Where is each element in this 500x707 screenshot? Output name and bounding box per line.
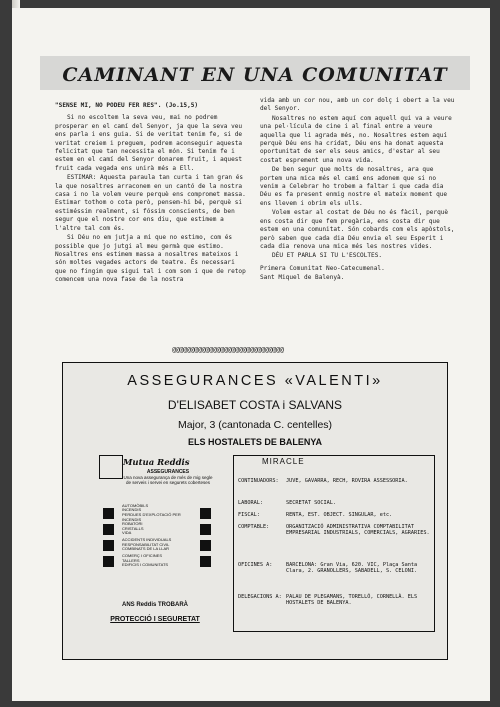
signature-line: Primera Comunitat Neo-Catecumenal. xyxy=(260,264,385,272)
article-paragraph: De ben segur que molts de nosaltres, ara que portem una mica més el camí ens adonem que si no venim a Celebrar ho trobem a faltar i que cada dia Déu es fa present enmig nostre el mateix moment que ens llevem i obrim els ulls. xyxy=(260,166,448,207)
person-icon xyxy=(103,540,114,551)
miracle-panel xyxy=(233,455,435,632)
service-row xyxy=(99,537,211,553)
service-item: AUTOMÒBILS xyxy=(122,502,149,508)
article-quote: "SENSE MI, NO PODEU FER RES". (Jo.15,5) xyxy=(55,102,199,109)
service-item: COMERÇ I OFICINES xyxy=(122,553,163,559)
glass-icon xyxy=(200,524,211,535)
insurance-advert xyxy=(62,362,448,660)
service-row xyxy=(99,502,211,522)
car-icon xyxy=(103,508,114,519)
advert-owner: D'ELISABET COSTA i SALVANS xyxy=(167,398,343,412)
service-item: RESPONSABILITAT CIVIL xyxy=(122,541,170,547)
miracle-key: FISCAL: xyxy=(238,512,260,518)
article-column-left xyxy=(55,102,247,286)
service-item: VIDA xyxy=(122,530,132,536)
article-paragraph: vida amb un cor nou, amb un cor dolç i obert a la veu del Senyor. xyxy=(260,97,455,113)
service-item: EDIFICIS I COMUNITATS xyxy=(122,562,169,568)
miracle-value: PALAU DE PLEGAMANS, TORELLÓ, CORNELLÀ. ELS HOSTALETS DE BALENYA. xyxy=(286,594,418,607)
miracle-value: JUVE, GAVARRA, RECH, ROVIRA ASSESSORIA. xyxy=(286,478,408,484)
miracle-row xyxy=(238,562,432,575)
advert-town: ELS HOSTALETS DE BALENYA xyxy=(187,437,322,447)
mutua-sub-label: ASSEGURANCES xyxy=(146,469,190,475)
decorative-divider: @@@@@@@@@@@@@@@@@@@@@@@@@@@@@@ xyxy=(172,346,284,354)
service-item: PERDUES D'EXPLOTACIÓ PER INCENDIS xyxy=(122,512,181,522)
lock-icon xyxy=(103,524,114,535)
miracle-row xyxy=(238,524,432,537)
miracle-key: OFICINES A: xyxy=(238,562,273,568)
service-item: TALLERS xyxy=(122,557,140,563)
mutua-found: ANS Reddis TROBARÀ xyxy=(121,602,188,608)
signature-line: Sant Miquel de Balenyà. xyxy=(260,274,345,282)
miracle-key: CONTINUADORS: xyxy=(238,478,279,484)
building-icon xyxy=(200,556,211,567)
mutua-slogan: PROTECCIÓ I SEGURETAT xyxy=(110,616,200,623)
article-paragraph: Si no escoltem la seva veu, mai no podrem prosperar en el camí del Senyor, ja que la seva veu ens parla i ens guia. Si de veritat tenim fe, si de veritat creiem i preguem, podrem aconseguir aquesta felicitat que tan necessita el món. Si tenim fe i estem en el camí del Senyor donarem fruit, i aquest fruit cada vegada ens unirà més a Ell. xyxy=(55,114,243,172)
service-item: COMBINATS DE LA LLAR xyxy=(122,546,170,552)
mutua-logo-icon xyxy=(99,455,123,479)
miracle-row xyxy=(238,594,432,607)
miracle-value: BARCELONA: Gran Via, 620. VIC, Plaça Santa Clara, 2. GRANOLLERS, SABADELL, S. CELONI. xyxy=(286,562,418,575)
mutua-panel xyxy=(99,455,211,635)
miracle-row xyxy=(238,500,432,506)
page-title: CAMINANT EN UNA COMUNITAT xyxy=(62,64,448,86)
service-row xyxy=(99,553,211,569)
miracle-row xyxy=(238,512,432,518)
mutua-name: Mutua Reddis xyxy=(123,458,190,468)
home-icon xyxy=(103,556,114,567)
mutua-tagline: Una nova assegurança de més de mig segle de serveis i servei en segurets coberteses xyxy=(123,475,213,485)
article-paragraph: Si Déu no em jutja a mi que no estimo, com és possible que jo jutgi al meu germà que estimo. Nosaltres ens estimem massa a nosaltres mateixos i són moltes vegades actors de teatre. És necessari que no fingim que sigui tal i com som i que de retop comencem una nova fase de la nostra xyxy=(55,234,246,284)
service-item: ROBATORI xyxy=(122,521,143,527)
miracle-value: SECRETAT SOCIAL. xyxy=(286,500,336,506)
fire-icon xyxy=(200,508,211,519)
mutua-subtitle xyxy=(123,470,213,485)
miracle-key: COMPTABLE: xyxy=(238,524,270,530)
miracle-value: RENTA, EST. OBJECT. SINGULAR, etc. xyxy=(286,512,393,518)
service-item: INCENDIS xyxy=(122,507,142,513)
shield-icon xyxy=(200,540,211,551)
advert-heading: ASSEGURANCES «VALENTI» xyxy=(127,373,383,389)
miracle-title: MIRACLE xyxy=(262,457,305,466)
advert-address: Major, 3 (cantonada C. centelles) xyxy=(177,419,333,431)
article-paragraph: ESTIMAR: Aquesta paraula tan curta i tan gran és la que nosaltres arraconem en un cantó de la nostra casa i no la volem veure perquè ens compromet massa. Estimar tothom o cota però, pensem-hi bé, perquè si estiméssim realment, si fóssim conscients, de ben segur que el nostre cor ens diu, que estimem a l'altre tal com és. xyxy=(55,174,246,232)
miracle-key: LABORAL: xyxy=(238,500,263,506)
article-closing: DÉU ET PARLA SI TU L'ESCOLTES. xyxy=(272,252,383,260)
miracle-value: ORGANITZACIÓ ADMINISTRATIVA COMPTABILITAT EMPRESARIAL INDUSTRIALS, COMERCIALS, AGRARIES. xyxy=(286,524,430,537)
service-row xyxy=(99,521,211,537)
services-list xyxy=(99,502,211,569)
service-item: CRISTALLS xyxy=(122,525,144,531)
miracle-key: DELEGACIONS A: xyxy=(238,594,282,600)
article-paragraph: Nosaltres no estem aquí com aquell qui va a veure una pel·lícula de cine i al final entre a veure aquella que li agrada més, no. Nosaltres estem aquí perquè Déu ens ha cridat, Déu ens ha donat aquesta oportunitat de ser els seus amics, d'estar al seu costat esprement una nova vida. xyxy=(260,114,452,164)
article-paragraph: Volem estar al costat de Déu no és fàcil, perquè ens costa dir que fem pregària, ens costa dir que estem en una comunitat. Són cobards com els apòstols, però saben que cada dia Déu envia el seu Esperit i cada dia renova una mica més les nostres vides. xyxy=(260,209,455,250)
article-column-right xyxy=(260,97,455,284)
miracle-row xyxy=(238,478,432,484)
service-item: ACCIDENTS INDIVIDUALS xyxy=(122,537,172,543)
